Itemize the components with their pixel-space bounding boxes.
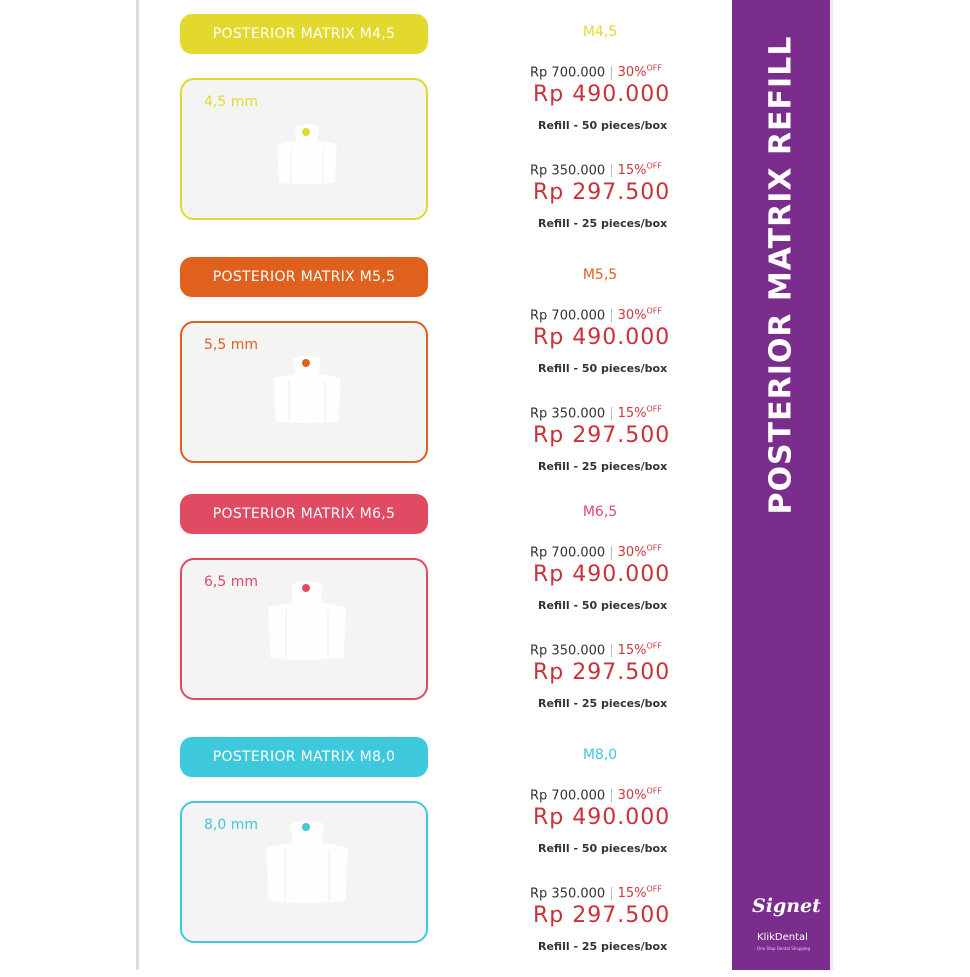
pack-info: Refill - 50 pieces/box: [538, 842, 668, 855]
product-code: M5,5: [582, 267, 618, 283]
original-price-row: Rp 700.000 | 30%$^{OFF}$: [530, 64, 662, 81]
off-label: OFF: [646, 642, 662, 651]
original-price: Rp 350.000: [530, 163, 606, 179]
pack-info: Refill - 25 pieces/box: [538, 460, 668, 473]
original-price-row: Rp 350.000 | 15%$^{OFF}$: [530, 885, 662, 902]
product-section: [0, 257, 730, 497]
pack-info: Refill - 50 pieces/box: [538, 119, 668, 132]
original-price-row: Rp 700.000 | 30%$^{OFF}$: [530, 307, 662, 324]
product-code: M4,5: [582, 24, 618, 40]
signet-logo: Signet: [752, 895, 821, 917]
color-dot: [302, 128, 310, 136]
final-price: Rp 490.000: [533, 562, 671, 587]
off-label: OFF: [646, 64, 662, 73]
discount: [618, 163, 662, 178]
discount-percent: 15%: [617, 643, 647, 659]
product-title-pill: POSTERIOR MATRIX M5,5: [180, 257, 428, 297]
original-price-row: Rp 350.000 | 15%$^{OFF}$: [530, 405, 662, 422]
discount: [618, 406, 662, 421]
pack-info: Refill - 25 pieces/box: [538, 940, 668, 953]
product-title-pill: POSTERIOR MATRIX M8,0: [180, 737, 428, 777]
band-title: POSTERIOR MATRIX REFILL: [763, 35, 799, 515]
product-section: [0, 737, 730, 977]
original-price-row: Rp 350.000 | 15%$^{OFF}$: [530, 642, 662, 659]
final-price: Rp 297.500: [533, 180, 671, 205]
product-section: [0, 494, 730, 734]
discount: [618, 308, 662, 323]
page-edge-right: [830, 0, 833, 970]
final-price: Rp 297.500: [533, 660, 671, 685]
original-price-row: Rp 700.000 | 30%$^{OFF}$: [530, 544, 662, 561]
off-label: OFF: [646, 405, 662, 414]
size-label: 6,5 mm: [204, 574, 258, 590]
size-label: 5,5 mm: [204, 337, 258, 353]
original-price: Rp 700.000: [530, 788, 606, 804]
product-title-pill: POSTERIOR MATRIX M6,5: [180, 494, 428, 534]
product-image-box: [180, 801, 428, 943]
color-dot: [302, 823, 310, 831]
discount-percent: 30%: [617, 788, 647, 804]
discount: [618, 788, 662, 803]
klikdental-logo: KlikDental: [757, 932, 808, 943]
discount: [618, 643, 662, 658]
original-price: Rp 700.000: [530, 65, 606, 81]
original-price: Rp 700.000: [530, 545, 606, 561]
final-price: Rp 297.500: [533, 903, 671, 928]
pack-info: Refill - 50 pieces/box: [538, 599, 668, 612]
product-code: M8,0: [582, 747, 618, 763]
final-price: Rp 297.500: [533, 423, 671, 448]
product-image-box: [180, 558, 428, 700]
off-label: OFF: [646, 307, 662, 316]
off-label: OFF: [646, 787, 662, 796]
product-title-pill: POSTERIOR MATRIX M4,5: [180, 14, 428, 54]
discount: [618, 886, 662, 901]
product-section: [0, 14, 730, 254]
discount-percent: 15%: [617, 886, 647, 902]
pack-info: Refill - 50 pieces/box: [538, 362, 668, 375]
off-label: OFF: [646, 544, 662, 553]
color-dot: [302, 359, 310, 367]
pack-info: Refill - 25 pieces/box: [538, 697, 668, 710]
discount: [618, 545, 662, 560]
brand-band: [732, 0, 830, 970]
final-price: Rp 490.000: [533, 325, 671, 350]
pack-info: Refill - 25 pieces/box: [538, 217, 668, 230]
discount-percent: 30%: [617, 545, 647, 561]
product-image-box: [180, 78, 428, 220]
off-label: OFF: [646, 162, 662, 171]
size-label: 8,0 mm: [204, 817, 258, 833]
final-price: Rp 490.000: [533, 805, 671, 830]
discount: [618, 65, 662, 80]
color-dot: [302, 584, 310, 592]
original-price-row: Rp 350.000 | 15%$^{OFF}$: [530, 162, 662, 179]
final-price: Rp 490.000: [533, 82, 671, 107]
discount-percent: 15%: [617, 163, 647, 179]
discount-percent: 15%: [617, 406, 647, 422]
discount-percent: 30%: [617, 65, 647, 81]
original-price: Rp 350.000: [530, 886, 606, 902]
original-price: Rp 350.000: [530, 643, 606, 659]
original-price: Rp 350.000: [530, 406, 606, 422]
discount-percent: 30%: [617, 308, 647, 324]
klikdental-tagline: One Stop Dental Shopping: [757, 946, 811, 951]
product-code: M6,5: [582, 504, 618, 520]
product-image-box: [180, 321, 428, 463]
size-label: 4,5 mm: [204, 94, 258, 110]
original-price-row: Rp 700.000 | 30%$^{OFF}$: [530, 787, 662, 804]
original-price: Rp 700.000: [530, 308, 606, 324]
off-label: OFF: [646, 885, 662, 894]
